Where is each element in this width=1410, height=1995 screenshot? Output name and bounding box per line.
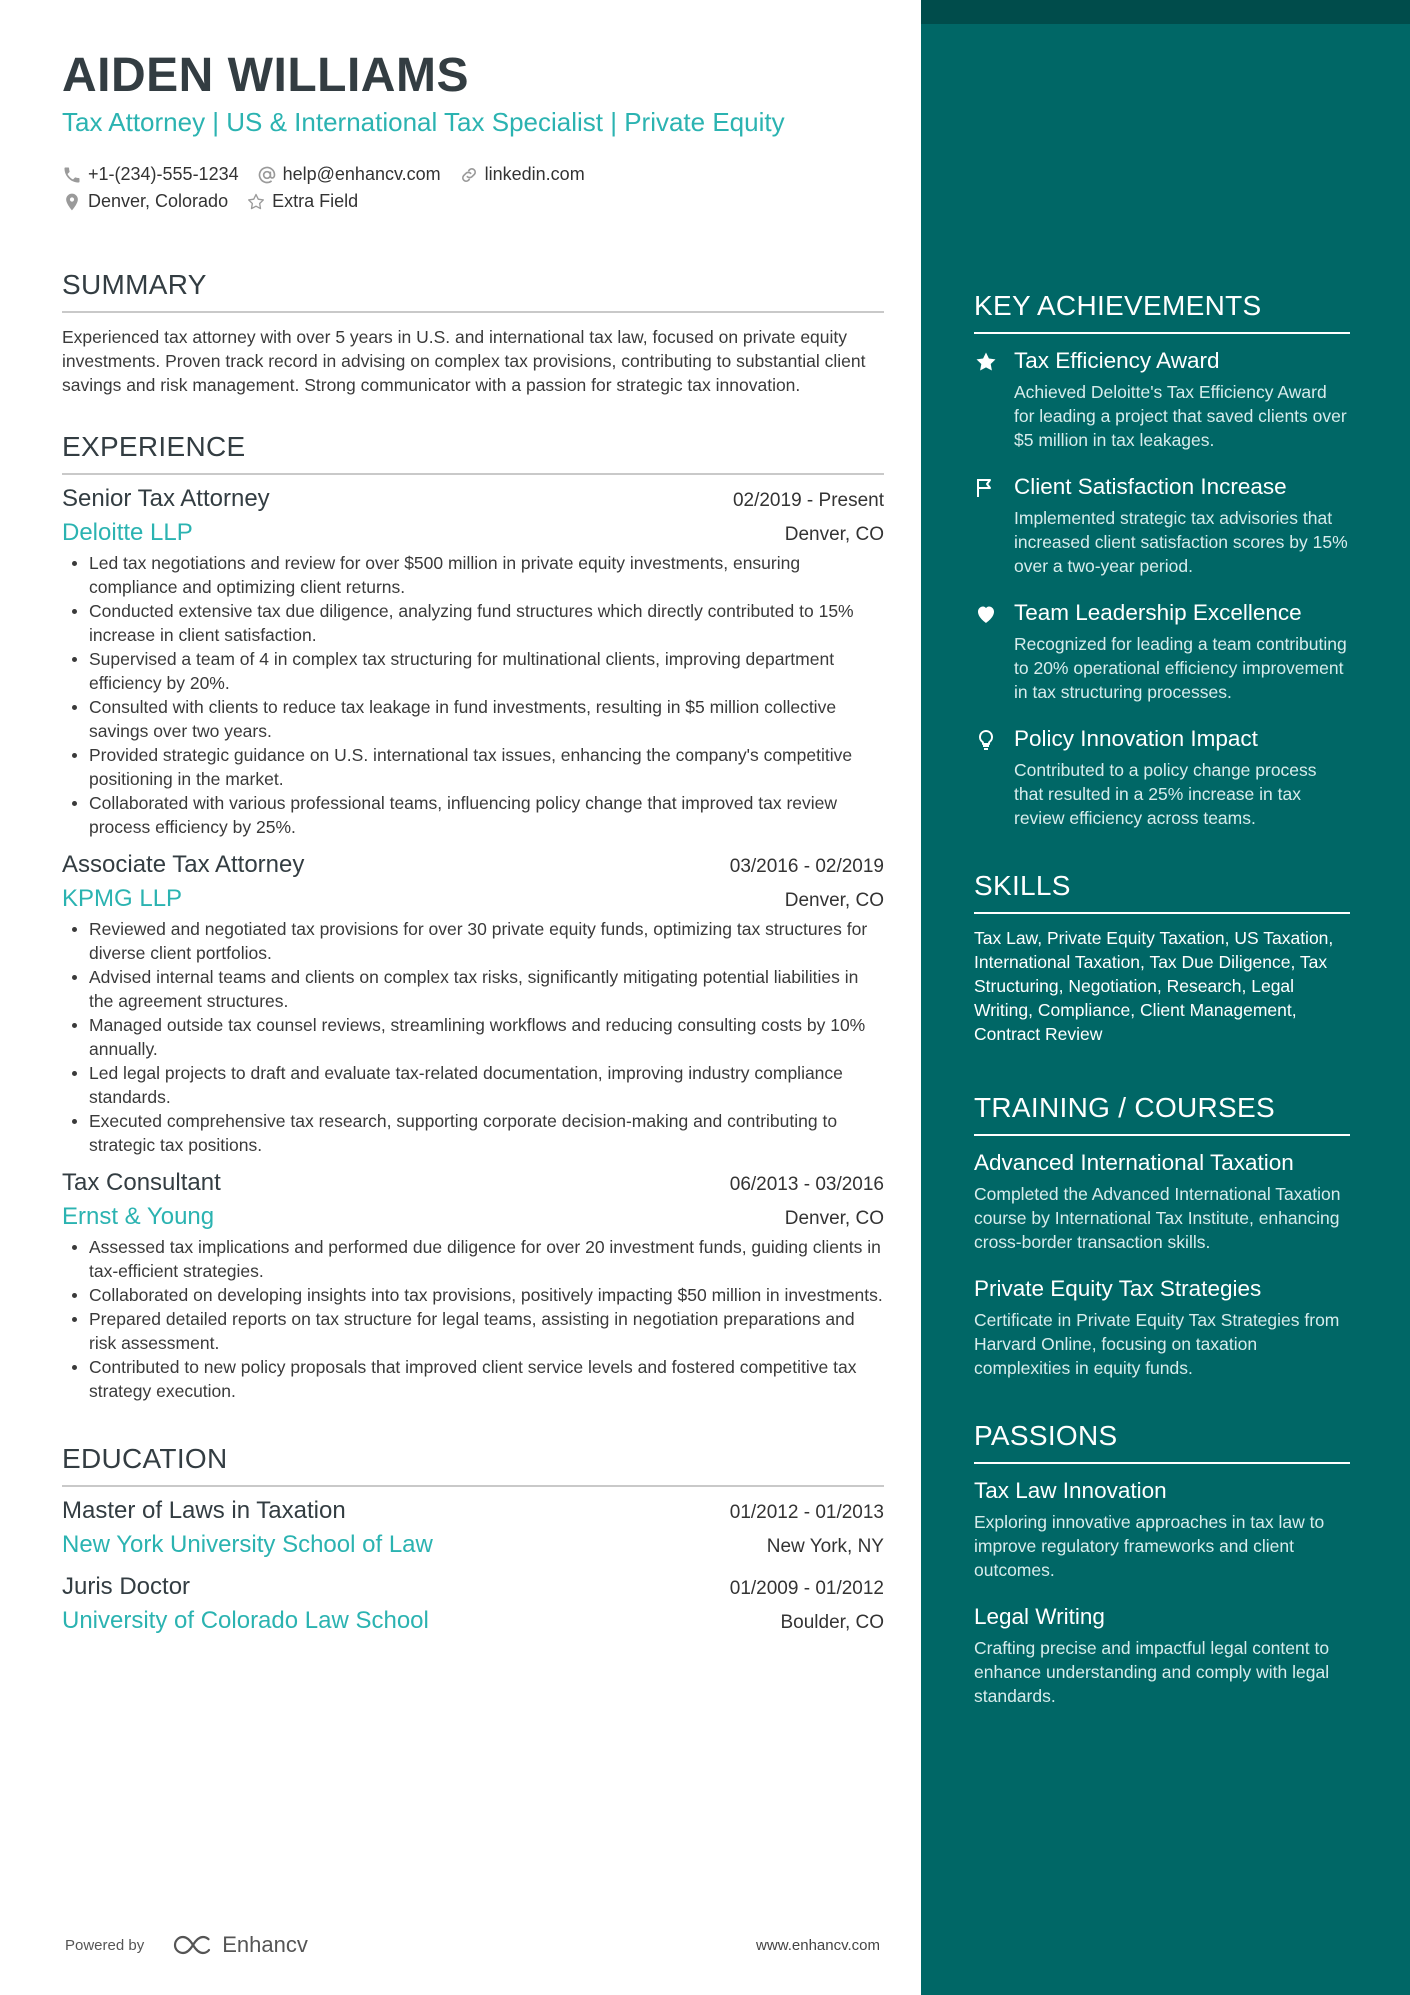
achievement-item [974, 598, 1350, 704]
job-title: Tax Consultant [62, 1169, 221, 1196]
powered-by [65, 1932, 308, 1958]
powered-by-label: Powered by [65, 1936, 145, 1954]
location-contact [62, 191, 228, 212]
degree-title: Juris Doctor [62, 1573, 191, 1600]
training-section [974, 1092, 1350, 1380]
brand-name: Enhancv [222, 1932, 308, 1957]
phone-contact[interactable] [62, 164, 239, 185]
course-title: Advanced International Taxation [974, 1150, 1294, 1175]
achievements-section [974, 290, 1350, 830]
job-entry [62, 851, 884, 1157]
job-date: 06/2013 - 03/2016 [729, 1174, 884, 1195]
bullet-item: Conducted extensive tax due diligence, analyzing fund structures which directly contributed to 15% increase in client satisfaction. [62, 599, 884, 647]
phone-icon [62, 165, 82, 185]
school-location: New York, NY [766, 1536, 884, 1557]
passion-item [974, 1602, 1350, 1708]
sidebar-column [921, 0, 1410, 1995]
course-item [974, 1148, 1350, 1254]
job-location: Denver, CO [784, 1208, 884, 1229]
passions-section [974, 1420, 1350, 1708]
achievement-description: Implemented strategic tax advisories that increased client satisfaction scores by 15% over a two-year period. [1014, 508, 1348, 576]
bullet-item: Led legal projects to draft and evaluate tax-related documentation, improving industry compliance standards. [62, 1061, 884, 1109]
job-date: 03/2016 - 02/2019 [729, 856, 884, 877]
education-heading: EDUCATION [62, 1443, 884, 1487]
skills-section [974, 870, 1350, 1046]
email-contact[interactable] [257, 164, 441, 185]
phone-text: +1-(234)-555-1234 [88, 164, 239, 184]
job-date: 02/2019 - Present [732, 490, 884, 511]
website-link[interactable]: www.enhancv.com [756, 1936, 880, 1954]
star-outline-icon [246, 192, 266, 212]
linkedin-text: linkedin.com [484, 164, 585, 184]
email-text: help@enhancv.com [282, 164, 441, 184]
footer [65, 1930, 880, 1960]
bullet-item: Advised internal teams and clients on complex tax risks, significantly mitigating potential liabilities in the agreement structures. [62, 965, 884, 1013]
passion-title: Tax Law Innovation [974, 1478, 1167, 1503]
job-bullets [62, 1235, 884, 1403]
course-item [974, 1274, 1350, 1380]
course-description: Completed the Advanced International Taxation course by International Tax Institute, enhancing cross-border transaction skills. [974, 1184, 1341, 1252]
passion-title: Legal Writing [974, 1604, 1105, 1629]
bullet-item: Assessed tax implications and performed due diligence for over 20 investment funds, guiding clients in tax-efficient strategies. [62, 1235, 884, 1283]
bullet-item: Reviewed and negotiated tax provisions for over 30 private equity funds, optimizing tax structures for diverse client portfolios. [62, 917, 884, 965]
job-title: Associate Tax Attorney [62, 851, 305, 878]
education-date: 01/2012 - 01/2013 [729, 1502, 884, 1523]
school-location: Boulder, CO [780, 1612, 884, 1633]
job-company: Ernst & Young [62, 1203, 215, 1230]
passion-description: Exploring innovative approaches in tax law to improve regulatory frameworks and client outcomes. [974, 1512, 1325, 1580]
skills-list: Tax Law, Private Equity Taxation, US Taxation, International Taxation, Tax Due Diligence, Tax Structuring, Negotiation, Research, Legal Writing, Compliance, Client Management, Contract Review [974, 928, 1334, 1044]
experience-section [62, 431, 894, 1403]
extra-field [246, 191, 358, 212]
flag-icon [974, 476, 998, 500]
achievement-item [974, 346, 1350, 452]
education-date: 01/2009 - 01/2012 [729, 1578, 884, 1599]
job-bullets [62, 551, 884, 839]
bullet-item: Collaborated on developing insights into tax provisions, positively impacting $50 million in investments. [62, 1283, 884, 1307]
bullet-item: Prepared detailed reports on tax structure for legal teams, assisting in negotiation preparations and risk assessment. [62, 1307, 884, 1355]
achievement-description: Recognized for leading a team contributing to 20% operational efficiency improvement in tax structuring processes. [1014, 634, 1347, 702]
education-section [62, 1443, 894, 1635]
achievement-title: Team Leadership Excellence [1014, 600, 1302, 625]
job-title: Senior Tax Attorney [62, 485, 270, 512]
education-entry [62, 1497, 884, 1559]
location-pin-icon [62, 192, 82, 212]
heart-icon [974, 602, 998, 626]
course-description: Certificate in Private Equity Tax Strategies from Harvard Online, focusing on taxation complexities in equity funds. [974, 1310, 1340, 1378]
achievement-description: Achieved Deloitte's Tax Efficiency Award for leading a project that saved clients over $5 million in tax leakages. [1014, 382, 1347, 450]
bullet-item: Consulted with clients to reduce tax leakage in fund investments, resulting in $5 million collective savings over two years. [62, 695, 884, 743]
bullet-item: Supervised a team of 4 in complex tax structuring for multinational clients, improving department efficiency by 20%. [62, 647, 884, 695]
link-icon [459, 165, 479, 185]
job-company: Deloitte LLP [62, 519, 193, 546]
linkedin-contact[interactable] [459, 164, 585, 185]
passion-item [974, 1476, 1350, 1582]
education-entry [62, 1573, 884, 1635]
at-icon [257, 165, 277, 185]
achievement-description: Contributed to a policy change process that resulted in a 25% increase in tax review efficiency across teams. [1014, 760, 1317, 828]
bullet-item: Managed outside tax counsel reviews, streamlining workflows and reducing consulting costs by 10% annually. [62, 1013, 884, 1061]
lightbulb-icon [974, 728, 998, 752]
star-icon [974, 350, 998, 374]
experience-heading: EXPERIENCE [62, 431, 884, 475]
bullet-item: Contributed to new policy proposals that improved client service levels and fostered competitive tax strategy execution. [62, 1355, 884, 1403]
school-name: University of Colorado Law School [62, 1607, 429, 1634]
passion-description: Crafting precise and impactful legal content to enhance understanding and comply with legal standards. [974, 1638, 1330, 1706]
job-entry [62, 1169, 884, 1403]
bullet-item: Executed comprehensive tax research, supporting corporate decision-making and contributing to strategic tax positions. [62, 1109, 884, 1157]
summary-heading: SUMMARY [62, 269, 884, 313]
degree-title: Master of Laws in Taxation [62, 1497, 346, 1524]
training-heading: TRAINING / COURSES [974, 1092, 1350, 1136]
summary-text: Experienced tax attorney with over 5 years in U.S. and international tax law, focused on private equity investments. Proven track record in advising on complex tax provisions, contributing to substantial client savings and risk management. Strong communicator with a passion for strategic tax innovation. [62, 327, 866, 395]
achievement-title: Tax Efficiency Award [1014, 348, 1220, 373]
summary-section [62, 269, 894, 397]
achievement-item [974, 472, 1350, 578]
achievement-title: Client Satisfaction Increase [1014, 474, 1287, 499]
achievement-item [974, 724, 1350, 830]
candidate-name: AIDEN WILLIAMS [62, 49, 469, 102]
job-company: KPMG LLP [62, 885, 183, 912]
achievement-title: Policy Innovation Impact [1014, 726, 1258, 751]
bullet-item: Provided strategic guidance on U.S. international tax issues, enhancing the company's competitive positioning in the market. [62, 743, 884, 791]
infinity-logo-icon [170, 1933, 216, 1957]
extra-field-text: Extra Field [272, 191, 359, 211]
achievements-heading: KEY ACHIEVEMENTS [974, 290, 1350, 334]
bullet-item: Led tax negotiations and review for over $500 million in private equity investments, ensuring compliance and optimizing client returns. [62, 551, 884, 599]
job-entry [62, 485, 884, 839]
school-name: New York University School of Law [62, 1531, 433, 1558]
headline: Tax Attorney | US & International Tax Specialist | Private Equity [62, 107, 785, 137]
skills-heading: SKILLS [974, 870, 1350, 914]
brand-logo[interactable] [170, 1932, 308, 1958]
passions-heading: PASSIONS [974, 1420, 1350, 1464]
location-text: Denver, Colorado [88, 191, 229, 211]
contact-info [62, 161, 894, 215]
bullet-item: Collaborated with various professional teams, influencing policy change that improved tax review process efficiency by 25%. [62, 791, 884, 839]
job-location: Denver, CO [784, 524, 884, 545]
job-bullets [62, 917, 884, 1157]
job-location: Denver, CO [784, 890, 884, 911]
course-title: Private Equity Tax Strategies [974, 1276, 1262, 1301]
